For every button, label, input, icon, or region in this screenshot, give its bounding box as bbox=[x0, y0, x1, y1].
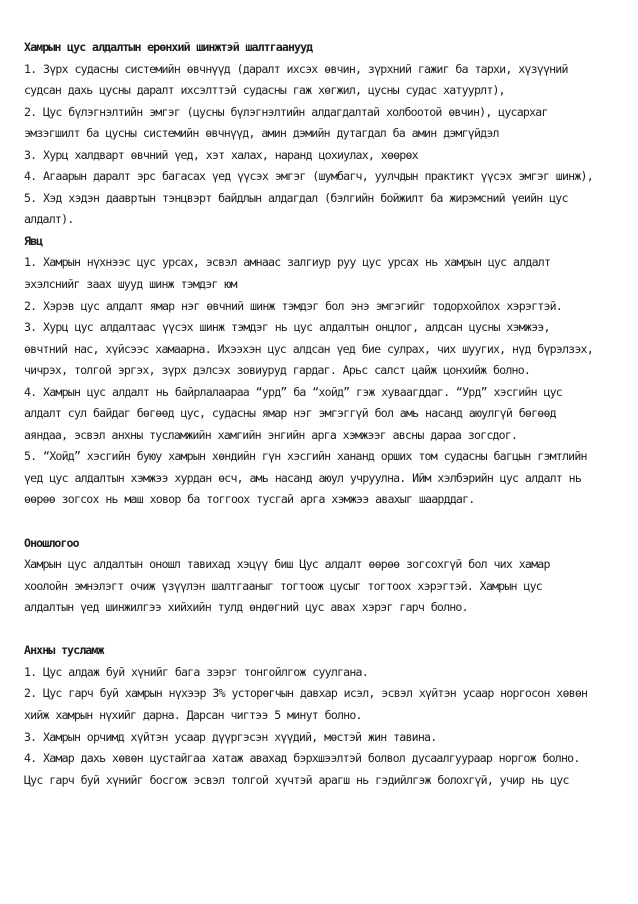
paragraph-line: судсан дахь цусны даралт ихсэлттэй судасны гаж хөгжил, цусны судас хатуурлт), bbox=[24, 83, 505, 98]
paragraph-line: 1. Цус алдаж буй хүнийг бага зэрэг тонгойлгож суулгана. bbox=[24, 664, 368, 679]
paragraph-line: 5. Хэд хэдэн даавртын тэнцвэрт байдлын алдагдал (бэлгийн бойжилт ба жирэмсний үеийн цус bbox=[24, 190, 568, 205]
paragraph-line: 3. Хурц цус алдалтаас үүсэх шинж тэмдэг нь цус алдалтын онцлог, алдсан цусны хэмжээ, bbox=[24, 320, 550, 335]
section-heading-diagnosis: Оношлогоо bbox=[24, 535, 79, 550]
paragraph-line: алдалт сул байдаг бөгөөд цус, судасны ямар нэг эмгэггүй бол амь насанд аюулгүй бөгөөд bbox=[24, 406, 556, 421]
paragraph-line: чичрэх, толгой эргэх, зүрх дэлсэх зовиуруд гардаг. Арьс салст цайж цонхийж болно. bbox=[24, 363, 531, 378]
paragraph-line: үед цус алдалтын хэмжээ хурдан өсч, амь насанд аюул учруулна. Ийм хэлбэрийн цус алдалт нь bbox=[24, 470, 582, 485]
paragraph-line: 1. Зүрх судасны системийн өвчнүүд (даралт ихсэх өвчин, зүрхний гажиг ба тархи, хүзүүний bbox=[24, 61, 568, 76]
paragraph-line: өөрөө зогсох нь маш ховор ба тоггоох тусгай арга хэмжээ авахыг шаарддаг. bbox=[24, 492, 475, 507]
paragraph-line: 4. Хамар дахь хөвөн цустайгаа хатаж авахад бэрхшээлтэй болвол дусаалгуураар норгож болно. bbox=[24, 751, 580, 766]
section-spacer bbox=[24, 619, 616, 641]
paragraph-line: аяндаа, эсвэл анхны тусламжийн хамгийн энгийн арга хэмжээг авсны дараа зогсдог. bbox=[24, 427, 518, 442]
paragraph-line: 2. Цус гарч буй хамрын нүхээр 3% усторөгчын давхар исэл, эсвэл хүйтэн усаар норгосон хөвөн bbox=[24, 686, 588, 701]
paragraph-line: Хамрын цус алдалтын оношл тавихад хэцүү биш Цус алдалт өөрөө зогсохгүй бол чих хамар bbox=[24, 557, 550, 572]
paragraph-line: эмзэгшилт ба цусны системийн өвчнүүд, амин дэмийн дутагдал ба амин дэмгүйдэл bbox=[24, 126, 499, 141]
paragraph-line: 2. Цус бүлэгнэлтийн эмгэг (цусны бүлэгнэлтийн алдагдалтай холбоотой өвчин), цусархаг bbox=[24, 104, 548, 119]
paragraph-line: 1. Хамрын нүхнээс цус урсах, эсвэл амнаас залгиур руу цус урсах нь хамрын цус алдалт bbox=[24, 255, 551, 270]
paragraph-line: 4. Хамрын цус алдалт нь байрлалаараа “урд” ба “хойд” гэж хуваагддаг. “Урд” хэсгийн цус bbox=[24, 384, 562, 399]
section-heading-first-aid: Анхны тусламж bbox=[24, 643, 104, 658]
paragraph-line: алдалт). bbox=[24, 212, 74, 227]
section-heading-causes: Хамрын цус алдалтын ерөнхий шинжтэй шалтгаанууд bbox=[24, 40, 313, 54]
paragraph-line: хийж хамрын нүхийг дарна. Дарсан чигтээ 5 минут болно. bbox=[24, 707, 362, 722]
section-heading-course: Явц bbox=[24, 233, 43, 248]
paragraph-line: Цус гарч буй хүнийг босгож эсвэл толгой хүчтэй арагш нь гэдийлгэж болохгүй, учир нь цус bbox=[24, 772, 569, 787]
paragraph-line: 3. Хурц халдварт өвчний үед, хэт халах, наранд цохиулах, хөөрөх bbox=[24, 147, 418, 162]
paragraph-line: 2. Хэрэв цус алдалт ямар нэг өвчний шинж тэмдэг бол энэ эмгэгийг тодорхойлох хэрэгтэй. bbox=[24, 298, 562, 313]
paragraph-line: эхэлснийг заах шууд шинж тэмдэг юм bbox=[24, 277, 237, 292]
paragraph-line: 4. Агаарын даралт эрс багасах үед үүсэх эмгэг (шумбагч, уулчдын практикт үүсэх эмгэг шинж), bbox=[24, 169, 593, 184]
paragraph-line: алдалтын үед шинжилгээ хийхийн тулд өндөгний цус авах хэрэг гарч болно. bbox=[24, 600, 468, 615]
paragraph-line: хоолойн эмнэлэгт очиж үзүүлэн шалтгааныг тогтоож цусыг тогтоох хэрэгтэй. Хамрын цус bbox=[24, 578, 542, 593]
document-body bbox=[24, 37, 616, 791]
paragraph-line: 3. Хамрын орчимд хүйтэн усаар дүүргэсэн хүүдий, мөстэй жин тавина. bbox=[24, 729, 437, 744]
paragraph-line: 5. “Хойд” хэсгийн буюу хамрын хөндийн гүн хэсгийн хананд орших том судасны багцын гэмтлийн bbox=[24, 449, 587, 464]
paragraph-line: өвчтний нас, хүйсээс хамаарна. Ихээхэн цус алдсан үед бие сулрах, чих шуугих, нүд бүрэлзэх, bbox=[24, 341, 593, 356]
section-spacer bbox=[24, 511, 616, 533]
